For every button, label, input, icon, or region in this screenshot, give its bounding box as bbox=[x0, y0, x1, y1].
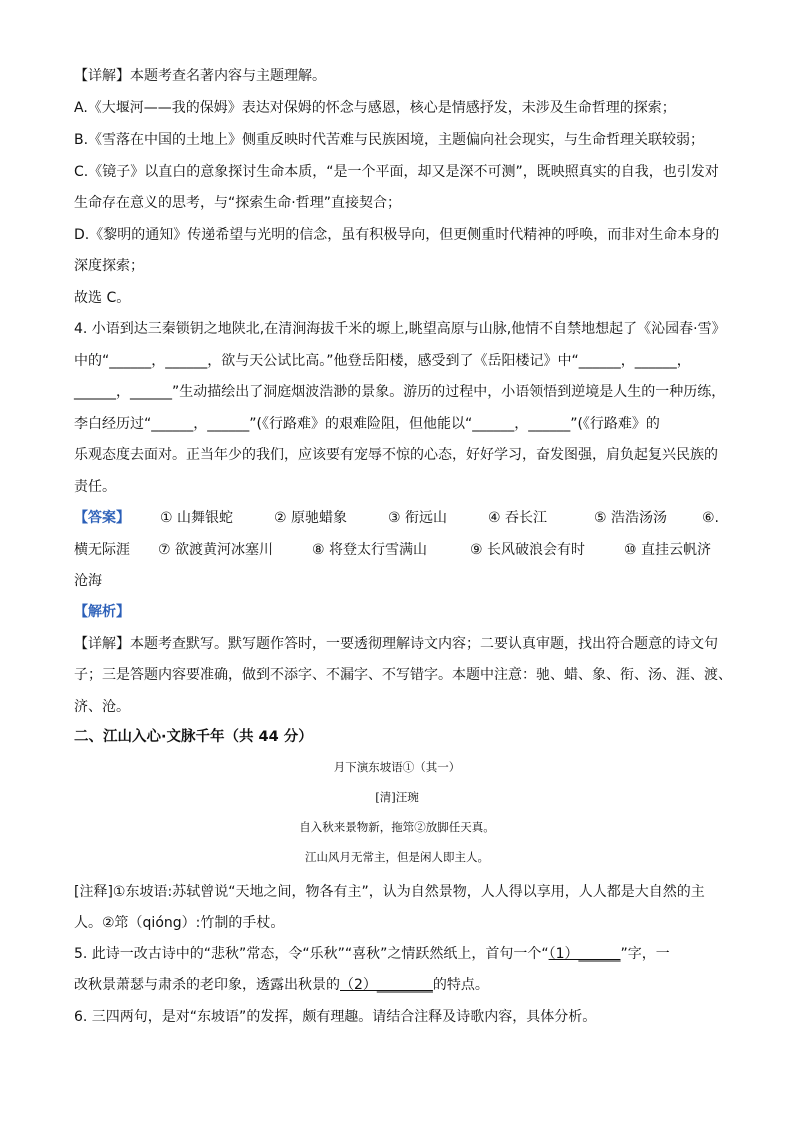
q6-line: 6. 三四两句，是对“东坡语”的发挥，颇有理趣。请结合注释及诗歌内容，具体分析。 bbox=[74, 1009, 597, 1025]
option-b: B.《雪落在中国的土地上》侧重反映时代苦难与民族困境，主题偏向社会现实，与生命哲理关联较弱； bbox=[74, 132, 705, 148]
annotation-line1: [注释]①东坡语:苏轼曾说“天地之间，物各有主”，认为自然景物，人人得以享用，人人都是大自然的主 bbox=[74, 884, 705, 900]
option-a: A.《大堰河——我的保姆》表达对保姆的怀念与感恩，核心是情感抒发，未涉及生命哲理的探索； bbox=[74, 100, 676, 116]
q4-line5: 乐观态度去面对。正当年少的我们，应该要有宠辱不惊的心态，好好学习，奋发图强，肩负起复兴民族的 bbox=[74, 447, 718, 463]
answer-line2 bbox=[74, 540, 712, 560]
answer-line3: 沧海 bbox=[74, 573, 102, 589]
poem-line-2: 江山风月无常主，但是闲人即主人。 bbox=[305, 850, 489, 864]
q4-line4: 李白经历过“______，______”(《行路难》的艰难险阻，但他能以“______，______”(《行路难》的 bbox=[74, 416, 660, 432]
answer-item: ⑩ 直挂云帆济 bbox=[624, 542, 712, 558]
q5-line1 bbox=[74, 944, 670, 964]
q5-text: ”字，一 bbox=[620, 946, 670, 962]
analysis-label: 【解析】 bbox=[74, 604, 130, 620]
answer-item: ③ 衔远山 bbox=[388, 510, 448, 526]
answer-item: 横无际涯 bbox=[74, 542, 130, 558]
q4-line2: 中的“______，______，欲与天公试比高。”他登岳阳楼，感受到了《岳阳楼记》中“______，______， bbox=[74, 353, 691, 369]
annotation-line2: 人。②筇（qióng）:竹制的手杖。 bbox=[74, 915, 285, 931]
q5-text: 改秋景萧瑟与肃杀的老印象，透露出秋景的 bbox=[74, 977, 340, 993]
answer-label: 【答案】 bbox=[74, 510, 130, 526]
q5-text: 的特点。 bbox=[432, 977, 489, 993]
conclusion: 故选 C。 bbox=[74, 290, 131, 306]
analysis-line2: 子；三是答题内容要准确，做到不添字、不漏字、不写错字。本题中注意：驰、蜡、象、衔、汤、涯、渡、 bbox=[74, 667, 732, 683]
poem-title: 月下演东坡语①（其一） bbox=[333, 760, 461, 774]
q4-line6: 责任。 bbox=[74, 479, 116, 495]
q4-line1: 4. 小语到达三秦锁钥之地陕北,在清涧海拔千米的塬上,眺望高原与山脉,他情不自禁地想起了《沁园春·雪》 bbox=[74, 321, 726, 337]
answer-item: ⑦ 欲渡黄河冰塞川 bbox=[158, 542, 274, 558]
q5-blank-1[interactable]: （1）______ bbox=[548, 946, 621, 962]
answer-item: ⑧ 将登太行雪满山 bbox=[312, 542, 428, 558]
answer-item: ① 山舞银蛇 bbox=[160, 510, 234, 526]
option-d-line2: 深度探索； bbox=[74, 258, 144, 274]
option-c-line1: C.《镜子》以直白的意象探讨生命本质，“是一个平面，却又是深不可测”，既映照真实的自我，也引发对 bbox=[74, 164, 719, 180]
explanation-heading: 【详解】本题考查名著内容与主题理解。 bbox=[74, 68, 326, 84]
q4-line3: ______，______”生动描绘出了洞庭烟波浩渺的景象。游历的过程中，小语领悟到逆境是人生的一种历练， bbox=[74, 384, 726, 400]
poem-line-1: 自入秋来景物新，拖筇②放脚任天真。 bbox=[299, 820, 495, 834]
section-heading: 二、江山入心·文脉千年（共 44 分） bbox=[74, 729, 313, 745]
answer-item: ⑨ 长风破浪会有时 bbox=[470, 542, 586, 558]
answer-item: ④ 吞长江 bbox=[488, 510, 548, 526]
analysis-line1: 【详解】本题考查默写。默写题作答时，一要透彻理解诗文内容；二要认真审题，找出符合题意的诗文句 bbox=[74, 636, 718, 652]
option-c-line2: 生命存在意义的思考，与“探索生命·哲理”直接契合； bbox=[74, 195, 401, 211]
answer-item: ② 原驰蜡象 bbox=[274, 510, 348, 526]
answer-line1 bbox=[74, 508, 720, 528]
analysis-line3: 济、沧。 bbox=[74, 699, 130, 715]
answer-item: ⑥. bbox=[702, 510, 720, 526]
q5-blank-2[interactable]: （2）________ bbox=[340, 977, 433, 993]
q5-line2 bbox=[74, 975, 489, 995]
poem-author: [清]汪琬 bbox=[375, 790, 419, 804]
answer-item: ⑤ 浩浩汤汤 bbox=[594, 510, 668, 526]
q5-text: 5. 此诗一改古诗中的“悲秋”常态，令“乐秋”“喜秋”之情跃然纸上，首句一个“ bbox=[74, 946, 549, 962]
option-d-line1: D.《黎明的通知》传递希望与光明的信念，虽有积极导向，但更侧重时代精神的呼唤，而非对生命本身的 bbox=[74, 227, 720, 243]
